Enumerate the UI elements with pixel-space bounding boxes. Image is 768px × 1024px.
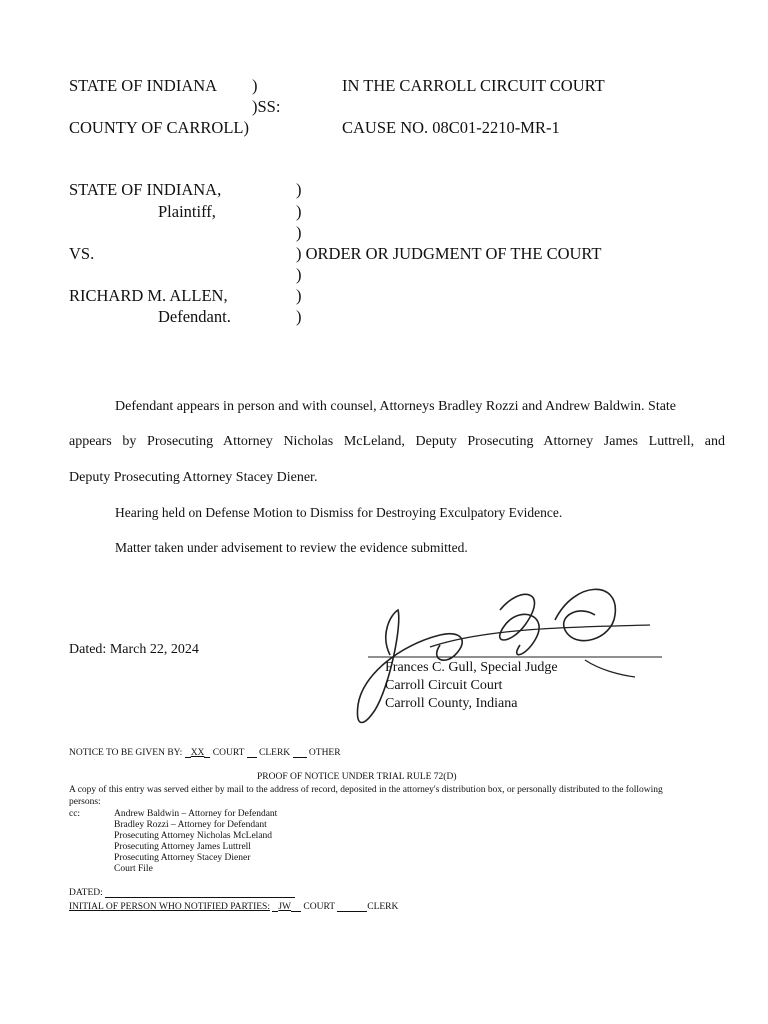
initials-label: INITIAL OF PERSON WHO NOTIFIED PARTIES: [69,902,270,912]
cc-item: Prosecuting Attorney James Luttrell [114,842,251,852]
body-para1-line1: Defendant appears in person and with counsel, Attorneys Bradley Rozzi and Andrew Baldwin. State [115,399,677,414]
initials-value: JW [278,902,292,912]
initials-court-label: COURT [303,902,335,912]
proof-text-1: A copy of this entry was served either by mail to the address of record, deposited in the attorney's distribution box, or personally distributed to the following [69,785,663,795]
body-para1-line2: appears by Prosecuting Attorney Nicholas McLeland, Deputy Prosecuting Attorney James Luttrell, and [69,434,725,449]
paren-6: ) [296,286,302,305]
paren-1: ) [296,180,302,199]
paren-3: ) [296,223,302,242]
notice-given-by-value: XX [190,748,205,758]
paren-5: ) [296,265,302,284]
notice-court-label: COURT [212,748,245,758]
proof-title: PROOF OF NOTICE UNDER TRIAL RULE 72(D) [257,772,457,782]
plaintiff-role: Plaintiff, [158,202,216,221]
judge-county: Carroll County, Indiana [385,696,518,711]
cc-item: Prosecuting Attorney Stacey Diener [114,853,251,863]
caption-county: COUNTY OF CARROLL) [69,118,249,137]
plaintiff-name: STATE OF INDIANA, [69,180,222,199]
notice-given-by [69,748,341,758]
judge-court: Carroll Circuit Court [385,678,503,693]
notice-other-label: OTHER [308,748,341,758]
caption-state: STATE OF INDIANA [69,76,218,95]
body-para2: Hearing held on Defense Motion to Dismiss for Destroying Exculpatory Evidence. [115,505,563,520]
cc-label: cc: [69,809,81,819]
initials-clerk-label: CLERK [367,902,399,912]
body-para3: Matter taken under advisement to review the evidence submitted. [115,540,468,555]
proof-text-2: persons: [69,797,101,807]
cc-item: Court File [114,864,153,874]
defendant-name: RICHARD M. ALLEN, [69,286,228,305]
versus: VS. [69,244,95,263]
dated-label: DATED: [69,888,103,898]
judge-signature [350,565,670,740]
cc-item: Andrew Baldwin – Attorney for Defendant [114,809,278,819]
cc-item: Bradley Rozzi – Attorney for Defendant [114,820,267,830]
initials-field [69,902,398,912]
caption-paren: ) [252,76,258,95]
cause-number: CAUSE NO. 08C01-2210-MR-1 [342,118,560,137]
notice-clerk-label: CLERK [259,748,291,758]
judge-name: Frances C. Gull, Special Judge [385,660,558,675]
court-name: IN THE CARROLL CIRCUIT COURT [342,76,605,95]
notice-given-by-label: NOTICE TO BE GIVEN BY: [69,748,183,758]
cc-item: Prosecuting Attorney Nicholas McLeland [114,831,273,841]
dated-line: Dated: March 22, 2024 [69,642,199,657]
order-title: ) ORDER OR JUDGMENT OF THE COURT [296,244,602,263]
caption-ss: )SS: [252,97,281,116]
paren-7: ) [296,307,302,326]
body-para1-line3: Deputy Prosecuting Attorney Stacey Diener. [69,470,318,485]
dated-field [69,888,295,898]
paren-2: ) [296,202,302,221]
defendant-role: Defendant. [158,307,231,326]
